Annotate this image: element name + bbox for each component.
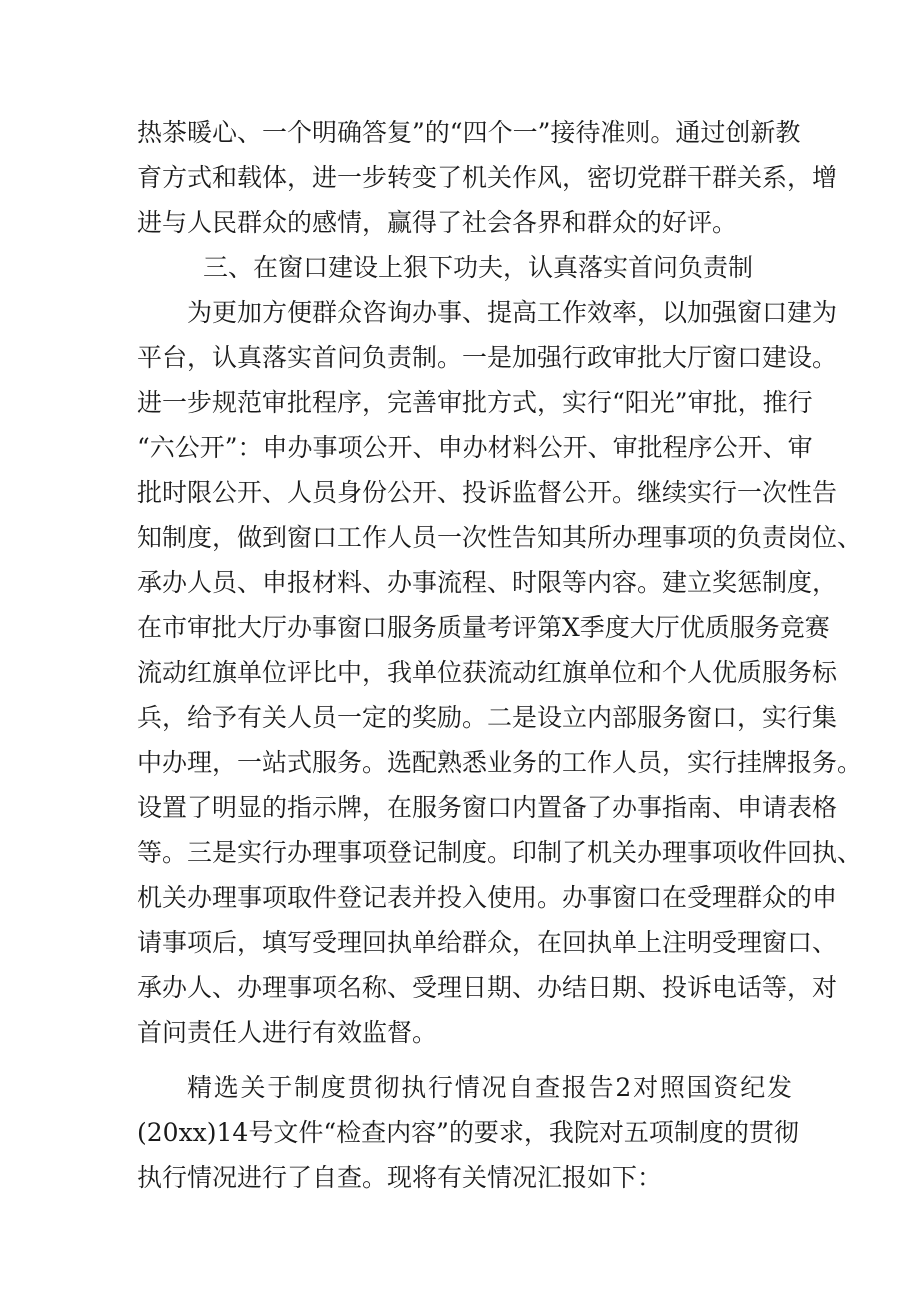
paragraph-line: 进与人民群众的感情，赢得了社会各界和群众的好评。 xyxy=(137,208,738,237)
paragraph-line: 首问责任人进行有效监督。 xyxy=(137,1018,438,1047)
paragraph-line: 育方式和载体，进一步转变了机关作风，密切党群干群关系，增 xyxy=(137,163,838,192)
paragraph-line: 机关办理事项取件登记表并投入使用。办事窗口在受理群众的申 xyxy=(137,883,838,912)
paragraph-line: 为更加方便群众咨询办事、提高工作效率，以加强窗口建为 xyxy=(187,298,838,327)
paragraph-line: 执行情况进行了自查。现将有关情况汇报如下： xyxy=(137,1163,663,1192)
paragraph-line: 设置了明显的指示牌，在服务窗口内置备了办事指南、申请表格 xyxy=(137,793,838,822)
paragraph-line: 等。三是实行办理事项登记制度。印制了机关办理事项收件回执、 xyxy=(137,838,863,867)
paragraph-line: 热茶暖心、一个明确答复”的“四个一”接待准则。通过创新教 xyxy=(137,118,801,147)
paragraph-line: 精选关于制度贯彻执行情况自查报告2对照国资纪发 xyxy=(187,1073,792,1102)
paragraph-line: 知制度，做到窗口工作人员一次性告知其所办理事项的负责岗位、 xyxy=(137,523,863,552)
paragraph-line: 在市审批大厅办事窗口服务质量考评第X季度大厅优质服务竞赛 xyxy=(137,613,830,642)
paragraph-line: 承办人、办理事项名称、受理日期、办结日期、投诉电话等，对 xyxy=(137,973,838,1002)
section-heading: 三、在窗口建设上狠下功夫，认真落实首问负责制 xyxy=(203,253,754,282)
paragraph-line: 承办人员、申报材料、办事流程、时限等内容。建立奖惩制度， xyxy=(137,568,838,597)
paragraph-line: 中办理，一站式服务。选配熟悉业务的工作人员，实行挂牌报务。 xyxy=(137,748,863,777)
paragraph-line: 流动红旗单位评比中，我单位获流动红旗单位和个人优质服务标 xyxy=(137,658,838,687)
paragraph-line: “六公开”：申办事项公开、申办材料公开、审批程序公开、审 xyxy=(137,433,813,462)
paragraph-line: 请事项后，填写受理回执单给群众，在回执单上注明受理窗口、 xyxy=(137,928,838,957)
paragraph-line: 批时限公开、人员身份公开、投诉监督公开。继续实行一次性告 xyxy=(137,478,838,507)
paragraph-line: (20xx)14号文件“检查内容”的要求，我院对五项制度的贯彻 xyxy=(137,1118,799,1147)
paragraph-line: 进一步规范审批程序，完善审批方式，实行“阳光”审批，推行 xyxy=(137,388,813,417)
paragraph-line: 兵，给予有关人员一定的奖励。二是设立内部服务窗口，实行集 xyxy=(137,703,838,732)
paragraph-line: 平台，认真落实首问负责制。一是加强行政审批大厅窗口建设。 xyxy=(137,343,838,372)
